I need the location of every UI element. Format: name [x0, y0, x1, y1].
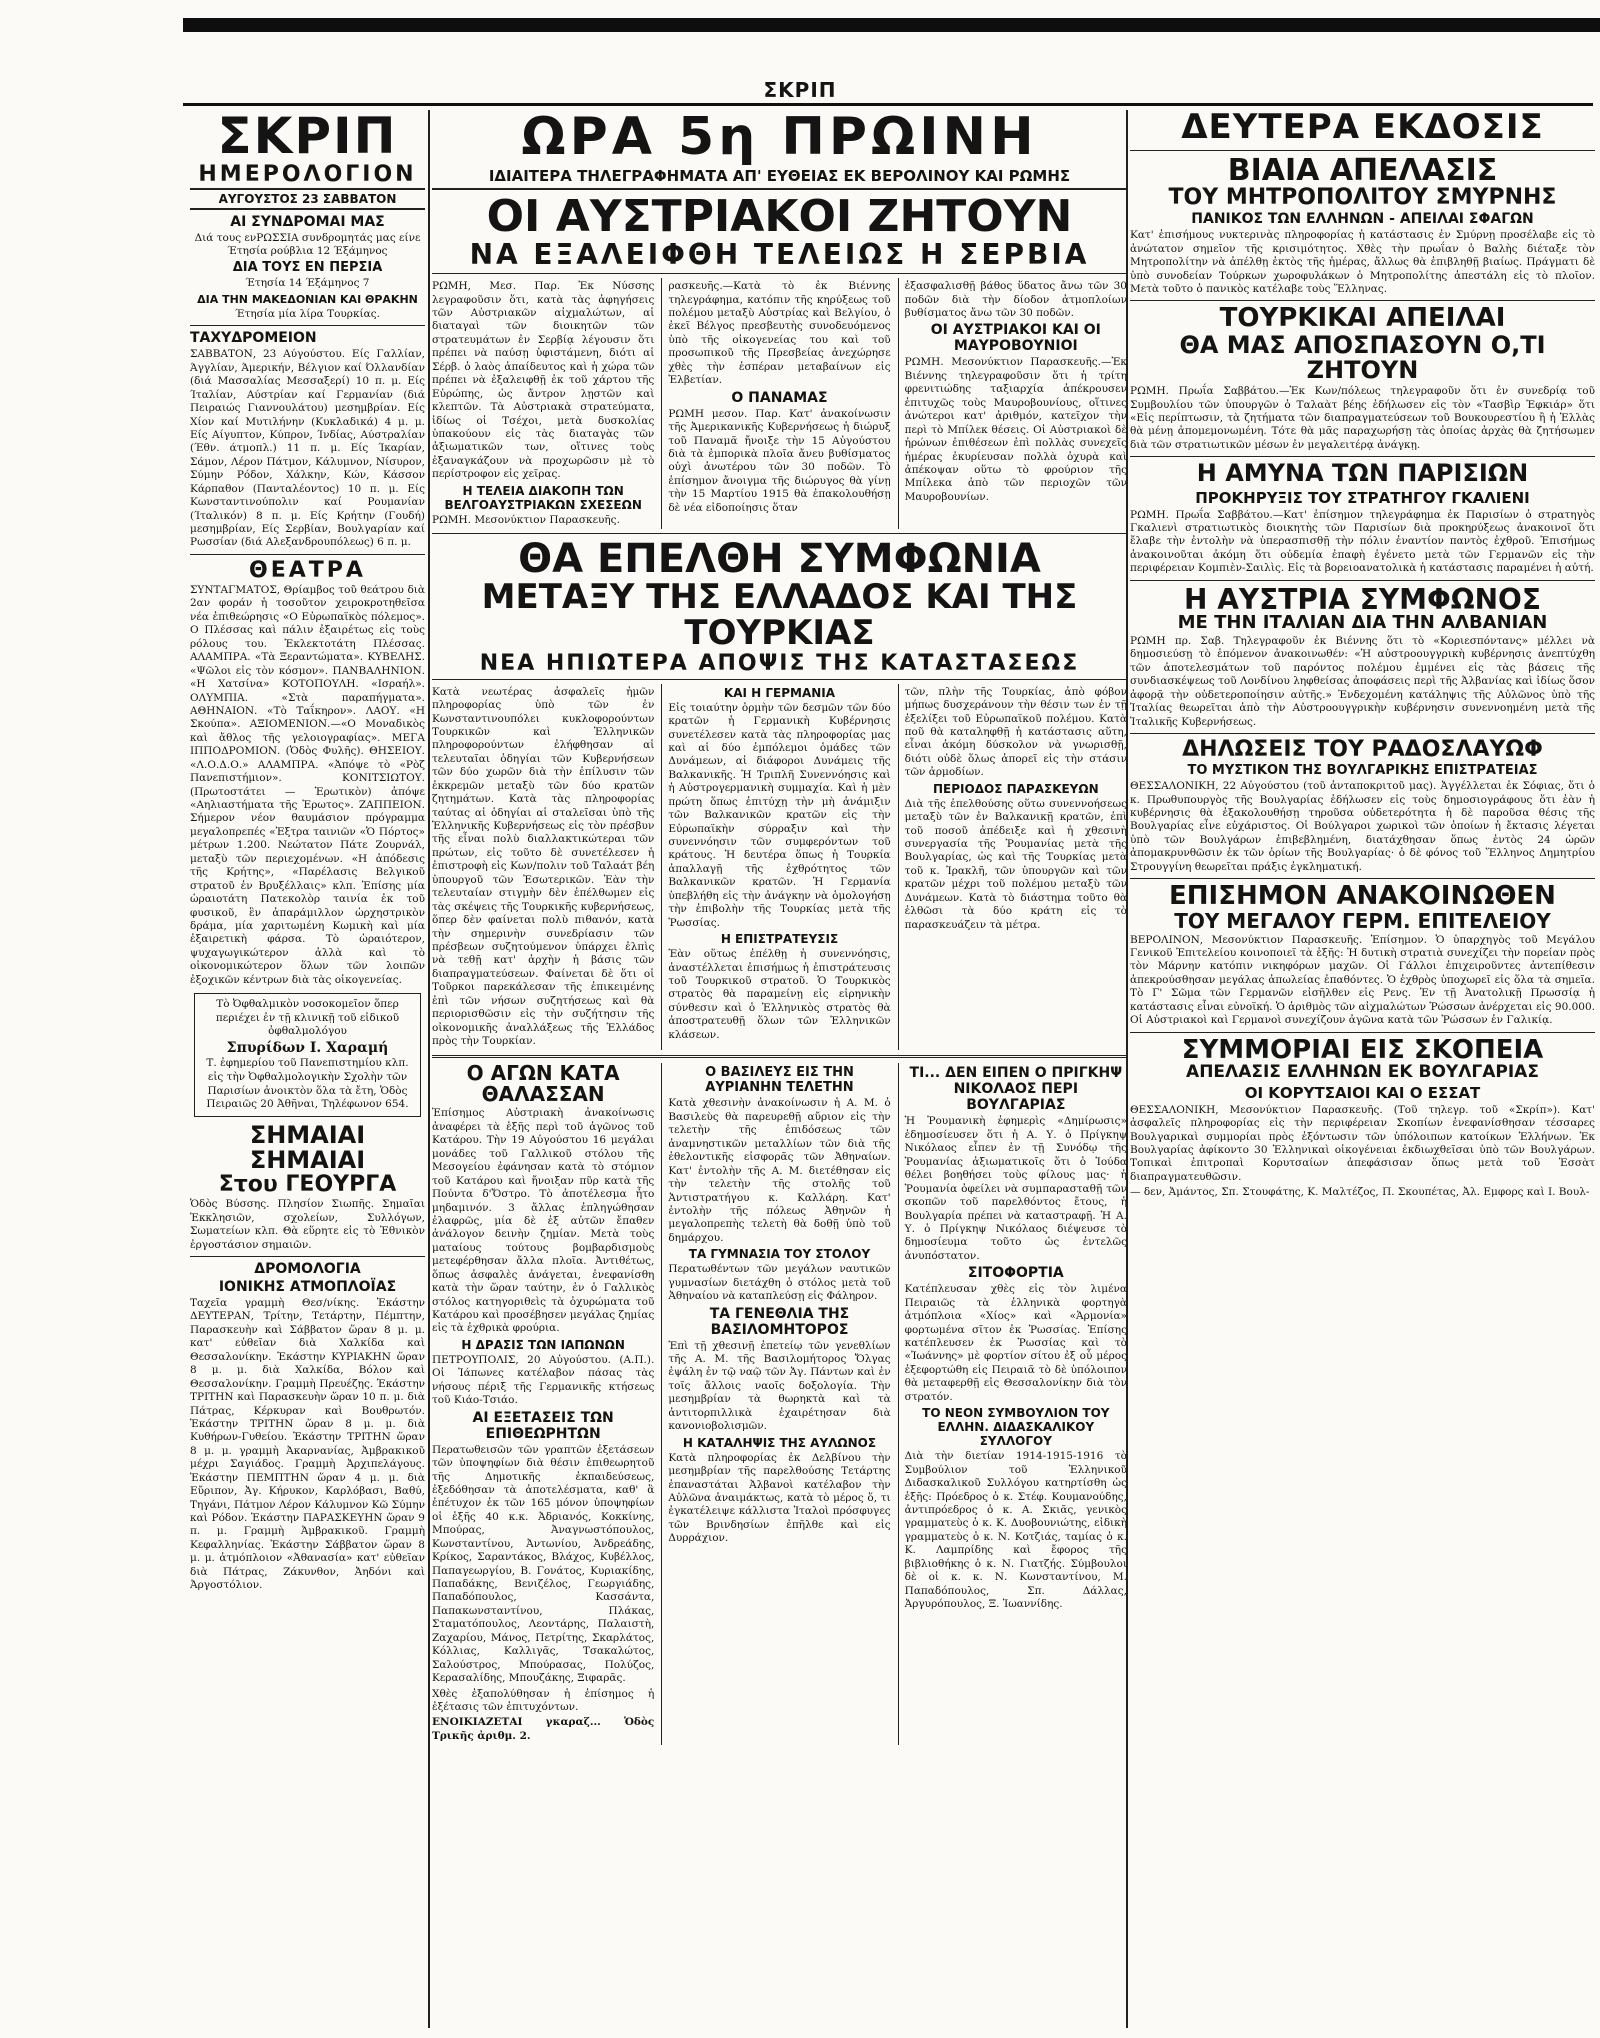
article-japanese-heading: Η ΔΡΑΣΙΣ ΤΩΝ ΙΑΠΩΝΩΝ	[461, 1337, 625, 1352]
skopje-gangs-headline: ΣΥΜΜΟΡΙΑΙ ΕΙΣ ΣΚΟΠΕΙΑ	[1181, 1034, 1544, 1065]
agreement-tagline: ΝΕΑ ΗΠΙΩΤΕΡΑ ΑΠΟΨΙΣ ΤΗΣ ΚΑΤΑΣΤΑΣΕΩΣ	[479, 650, 1080, 676]
austria-agrees-subheadline: ΜΕ ΤΗΝ ΙΤΑΛΙΑΝ ΔΙΑ ΤΗΝ ΑΛΒΑΝΙΑΝ	[1177, 612, 1548, 634]
article-belgian-lead: ΡΩΜΗ. Μεσονύκτιον Παρασκευῆς.	[432, 513, 620, 526]
post-text: ΣΑΒΒΑΤΟΝ, 23 Αύγούστου. Είς Γαλλίαν, Άγγλίαν, Άμερικήν, Βέλγιον καί Όλλανδίαν (διά Μασσαλίας Μεσσαξερί) 10 π. μ. Είς Ίταλίαν, Αύστρίαν καί Γερμανίαν (διά Πειραιώς Γιαννουλάτου) μεσημβρίαν. Είς Χίον καί Μυτιλήνην (Κυκλαδικά) 4 μ. μ. Είς Αίγυπτον, Κύπρον, Ίνδίας, Αύστραλίαν (Έθν. άτμοπλ.) 11 π. μ. Είς Ίκαρίαν, Σάμον, Λέρον Πάτμον, Κάλυμνον, Νίσυρον, Σύμην Ρόδον, Χάλκην, Κών, Κάσσον Κάρπαθον (Πανταλέοντος) 10 π. μ. Είς Κωνσταντινούπολιν καί Ρουμανίαν (Ίταλικόν) 8 π. μ. Είς Κρήτην (Γουδή) μεσημβρίαν, Είς Σερβίαν, Βουλγαρίαν καί Ρωσσίαν (διά Αλεξανδρουπόλεως) 6 π. μ.	[190, 348, 425, 549]
agreement-headline: ΘΑ ΕΠΕΛΘΗ ΣΥΜΦΩΝΙΑ	[518, 536, 1041, 583]
turkish-threats-subheadline: ΘΑ ΜΑΣ ΑΠΟΣΠΑΣΟΥΝ Ο,ΤΙ ΖΗΤΟΥΝ	[1179, 330, 1546, 384]
austrians-articles	[432, 278, 1127, 529]
article-prince-text: Ἡ Ῥουμανικὴ ἐφημερὶς «Δημίρωσις» ἐδημοσίευσεν ὅτι ἡ Α. Υ. ὁ Πρίγκηψ Νικόλαος εἶπεν ἐν τῇ Συνόδῳ τῆς Ῥουμανίας ἀξιωματικοῖς ὅτι ὁ Ἰούδα θέλει βοηθήσει τοὺς φίλους μας· ἡ Ῥουμανία ὀφείλει νὰ συμπαρασταθῇ τῶν σκοπῶν τοῦ παρελθόντος ἔτους, ἡ Βουλγαρία πρέπει νὰ καταστραφῇ. Ἡ Α. Υ. ὁ Πρίγκηψ Νικόλαος διέψευσε τὸ δημοσίευμα τοῦτο ὡς ἐντελῶς ἀνυπόστατον.	[904, 1115, 1127, 1262]
article-montenegro-heading: ΟΙ ΑΥΣΤΡΙΑΚΟΙ ΚΑΙ ΟΙ ΜΑΥΡΟΒΟΥΝΙΟΙ	[930, 322, 1101, 355]
article-germany	[661, 684, 890, 1051]
article-king-text: Κατὰ χθεσινὴν ἀνακοίνωσιν ἡ Α. Μ. ὁ Βασιλεὺς θὰ παρευρεθῇ αὔριον εἰς τὴν τελετὴν τῆς ἐπιδόσεως τῶν ἀναμνηστικῶν μεταλλίων τῶν διὰ τῆς ἐθελοντικῆς εἰσφορᾶς τῶν Ἀθηναίων. Κατ' ἐντολὴν τῆς Α. Μ. διετέθησαν εἰς τὴν τελετὴν τῆς στολῆς τοῦ Ἀντιστρατήγου κ. Καλλάρη. Κατ' ἐντολὴν τῆς πόλεως Ἀθηνῶν ἡ μεγαλοπρεπὴς τελετὴ θὰ δοθῇ ὑπὸ τοῦ δημάρχου.	[668, 1097, 891, 1244]
routes-text: Ταχεῖα γραμμὴ Θεσ/νίκης. Ἑκάστην ΔΕΥΤΕΡΑΝ, Τρίτην, Τετάρτην, Πέμπτην, Παρασκευὴν καὶ Σάββατον ὥραν 8 μ. μ. κατ' εὐθεῖαν διὰ Χαλκίδα καὶ Θεσσαλονίκην. Ἑκάστην ΚΥΡΙΑΚΗΝ ὥραν 8 μ. μ. διὰ Χαλκίδα, Βόλον καὶ Θεσσαλονίκην. Γραμμὴ Πρευέζης. Ἑκάστην ΤΡΙΤΗΝ καὶ Παρασκευὴν ὥραν 10 π. μ. διὰ Πάτρας, Κέρκυραν καὶ Βουθρωτόν. Ἑκάστην ΤΡΙΤΗΝ ὥραν 8 μ. μ. διὰ Κυθήρων-Γυθείου. Ἑκάστην ΤΡΙΤΗΝ ὥραν 8 μ. μ. γραμμὴ Ἀκαρνανίας, Ἀμβρακικοῦ μέχρι Σαγιάδος. Γραμμὴ Ἀρχιπελάγους. Ἑκάστην ΠΕΜΠΤΗΝ ὥραν 4 μ. μ. διὰ Εὔριπον, Ἀγ. Κήρυκον, Καρλόβασι, Βαθύ, Τηγάνι, Πάτμον Λέρον Κάλυμνον Κῶ Σύμην καὶ Ρόδον. Ἑκάστην ΠΑΡΑΣΚΕΥΗΝ ὥραν 9 π. μ. Γραμμὴ Ἀμβρακικοῦ. Γραμμὴ Κεφαλληνίας. Ἑκάστην Σάββατον ὥραν 8 μ. μ. ἀτμόπλοιον «Ἀθανασία» κατ' εὐθεῖαν διὰ Πάτρας, Ζάκυνθον, Ἀηδόνι καὶ Ἀργοστόλιον.	[190, 1297, 425, 1592]
article-germany-text: Εἰς τοιαύτην ὁρμὴν τῶν δεσμῶν τῶν δύο κρατῶν ἡ Γερμανικὴ Κυβέρνησις συνετέλεσεν κατὰ τὰς πληροφορίας μας καὶ αἱ δύο ἐμπόλεμοι ὁμάδες τῶν Δυνάμεων, αἱ διάφοροι Δυνάμεις τῆς Βαλκανικῆς. Ἡ Τριπλῆ Συνεννόησις καὶ ἡ Αὐστρογερμανικὴ συμμαχία. Καὶ ἡ μὲν πρώτη ὅπως ἐπιτύχῃ τὴν μὴ ἀνάμιξιν τῶν Βαλκανικῶν κρατῶν εἰς τὴν Εὐρωπαϊκὴν σύρραξιν καὶ τὴν συνεννόησιν τῶν συμφερόντων τοῦ κράτους. Ἡ δευτέρα ὅπως ἡ Τουρκία ἀπαλλαγῇ τῆς ἐχθρότητος τῶν Βαλκανικῶν κρατῶν. Ἡ Γερμανία ὑπεβλήθη εἰς τὴν ἀνάγκην νὰ ὁμολογήσῃ τὴν ἐπιβολὴν τῆς Τουρκίας μετὰ τῆς Ῥωσσίας.	[668, 701, 891, 929]
macedonia-text: Έτησία μία λίρα Τουρκίας.	[235, 307, 380, 320]
expulsion-subheadline: ΤΟΥ ΜΗΤΡΟΠΟΛΙΤΟΥ ΣΜΥΡΝΗΣ	[1168, 185, 1557, 211]
article-belgian-heading: Η ΤΕΛΕΙΑ ΔΙΑΚΟΠΗ ΤΩΝ ΒΕΛΓΟΑΥΣΤΡΙΑΚΩΝ ΣΧΕΣΕΩΝ	[444, 483, 642, 512]
expulsion-text: Κατ' ἐπισήμους νυκτερινὰς πληροφορίας ἡ κατάστασις ἐν Σμύρνῃ προσέλαβε εἰς τὸ ἀνώτατον σημεῖον τῆς κρισιμότητος. Χθὲς τὴν πρωΐαν ὁ Βαλὴς διέταξε τὸν Μητροπολίτην νὰ ἀπέλθῃ ἐκτὸς τῆς ἡμέρας, ἄλλως θὰ ἐπιβληθῇ βιαίως. Πράγματι δὲ ὑπὸ συνοδείαν Τούρκων χωροφυλάκων ὁ Μητροπολίτης ἀπεστάλη εἰς τὸ πλοῖον. Μετὰ τοῦτο ὁ πανικὸς κατέλαβε τοὺς Ἕλληνας.	[1130, 229, 1595, 296]
article-exams-text: Περατωθεισῶν τῶν γραπτῶν ἐξετάσεων τῶν ὑποψηφίων διὰ θέσιν ἐπιθεωρητοῦ τῆς Δημοτικῆς ἐκπαιδεύσεως, ἐξεδόθησαν τὰ ἀποτελέσματα, καθ' ἃ ἐπέτυχον ἐκ τῶν 165 μόνον ὑποψηφίων οἱ ἑξῆς 40 κ.κ. Ἀδριανός, Κοκκίνης, Μπούρας, Ἀναγνωστόπουλος, Κωνσταντίνου, Ἀντωνίου, Ἀνδρεάδης, Κρίκος, Σαραντάκος, Βλάχος, Κυβέλλος, Παπαγεωργίου, Β. Γονάτος, Κυριακίδης, Παπαδάκης, Βενιζέλος, Γεωργιάδης, Παπαδόπουλος, Κασσάντα, Παπακωνσταντίνου, Πλάκας, Σταματόπουλος, Λεοντάρης, Παλαιστὴ, Ζαχαρίου, Μάνος, Πετρίτης, Σκαρλάτος, Κόλλιας, Καλλιγᾶς, Τσακαλώτος, Σαλούστρος, Μπούρασας, Πολύζος, Κερασαλίδης, Μπουζάκης, Ξιφαρᾶς.	[432, 1443, 655, 1685]
article-mobilization-text: Ἐὰν οὕτως ἐπέλθῃ ἡ συνεννόησις, ἀναστέλλεται ἐπισήμως ἡ ἐπιστράτευσις τοῦ Τουρκικοῦ στρατοῦ. Ὁ Τουρκικὸς στρατὸς θὰ παραμείνῃ εἰς εἰρηνικὴν σύνθεσιν καὶ ὁ Ἑλληνικὸς στρατὸς θὰ ἀποστρατευθῇ ὅλων τῶν Ἑλληνικῶν κλάσεων.	[668, 948, 891, 1041]
article-agreement	[432, 684, 654, 1051]
article-sea-battle	[432, 1063, 654, 1745]
ophthalmic-ad	[194, 993, 421, 1117]
agreement-articles	[432, 684, 1127, 1051]
article-sea-battle-text: Ἐπίσημος Αὐστριακὴ ἀνακοίνωσις ἀναφέρει τὰ ἑξῆς περὶ τοῦ ἀγῶνος τοῦ Κατάρου. Τὴν 19 Αὐγούστου 16 μεγάλαι μονάδες τοῦ Γαλλικοῦ στόλου τῆς Μεσογείου ἐφάνησαν κατὰ τὸ στόμιον τοῦ Κατάρου καὶ ἤνοιξαν πῦρ κατὰ τῆς Πούντα δ'Ὄστρο. Τὸ ἀποτέλεσμα ἦτο μηδαμινόν. 3 ἄλλας ἐπληγώθησαν ἐλαφρῶς, μία δὲ ἐξ αὐτῶν ἔπαθεν ἀνάλογον δεινὴν ζημίαν. Μετὰ τοὺς ματαίους τούτους βομβαρδισμοὺς μετεφέρθησαν ἄλλα πλοῖα. Ἀντιθέτως, ὅπως ἀσφαλὲς ἀνάγεται, ἐνεφανίσθη κατὰ τὴν ὥραν ταύτην, ἐν ὁ Γαλλικὸς στόλος κατηγοριθεὶς τὰ ὀχυρώματα τοῦ Κατάρου καὶ προσέβησεν μεγάλας ζημίας εἰς τὰ ἐχθρικὰ φρούρια.	[432, 1107, 655, 1335]
column-divider	[428, 110, 430, 2028]
issue-date: ΑΥΓΟΥΣΤΟΣ 23 ΣΑΒΒΑΤΟΝ	[190, 188, 425, 210]
article-exams-heading: ΑΙ ΕΞΕΤΑΣΕΙΣ ΤΩΝ ΕΠΙΘΕΩΡΗΤΩΝ	[472, 1409, 614, 1442]
article-panama-text: ΡΩΜΗ μεσον. Παρ. Κατ' ἀνακοίνωσιν τῆς Ἀμερικανικῆς Κυβερνήσεως ἡ διώρυξ τοῦ Παναμᾶ ἤνοιξε τὴν 15 Αὐγούστου διὰ τὰ ἐμπορικὰ πλοῖα ἄνευ βυθίσματος οὐχὶ ἀνωτέρου τῶν 30 ποδῶν. Τὸ ἐπίσημον ἄνοιγμα τῆς διώρυγος θὰ γίνῃ τὴν 15 Μαρτίου 1915 θὰ ἐπακολουθήσῃ δὲ νέα εἰδοποίησις ὅταν	[668, 407, 891, 514]
article-council-text: Διὰ τὴν διετίαν 1914-1915-1916 τὸ Συμβούλιον τοῦ Ἑλληνικοῦ Διδασκαλικοῦ Συλλόγου κατηρτίσθη ὡς ἑξῆς: Πρόεδρος ὁ κ. Στέφ. Κουμανούδης, ἀντιπρόεδρος ὁ κ. Α. Σκιᾶς, γενικὸς γραμματεὺς ὁ κ. Κ. Δυοβουνιώτης, εἰδικὴ γραμματεὺς ὁ κ. Ν. Κοτζιάς, ταμίας ὁ κ. Κ. Λαμπρίδης καὶ ἔφορος τῆς βιβλιοθήκης ὁ κ. Ν. Γιατζής. Σύμβουλοι δὲ οἱ κ. κ. Ν. Κωνσταντίνου, Μ. Παπαδόπουλος, Σπ. Δάλλας, Ἀργυρόπουλος, Ξ. Ἰωαννίδης.	[904, 1450, 1127, 1611]
paris-defense-headline: Η ΑΜΥΝΑ ΤΩΝ ΠΑΡΙΣΙΩΝ	[1196, 459, 1529, 488]
article-preparations-text: Διὰ τῆς ἐπελθούσης οὕτω συνεννοήσεως μεταξὺ τῶν ἐν Βαλκανικῇ κρατῶν, ἐπὶ τοῦ ποσοῦ ἀπέδειξε καὶ ἡ χθεσινὴ συνεργασία τῆς Ῥουμανίας μετὰ τῆς Βουλγαρίας, ὡς καὶ τῆς Τουρκίας μετὰ τοῦ κ. Ἰρακλῆ, τῶν ὑπουργῶν καὶ τῶν κρατῶν μέχρι τοῦ πολέμου μεταξὺ τῶν Δυνάμεων. Κατὰ τὸ διάστημα τοῦτο θὰ ἐλθῶσι τὰ δύο κράτη εἰς τὸ παρασκευάζειν τὰ μέτρα.	[904, 797, 1127, 931]
austria-agrees-text: ΡΩΜΗ πρ. Σαβ. Τηλεγραφοῦν ἐκ Βιέννης ὅτι τὸ «Κοριεσπόντανς» μέλλει νὰ δημοσιεύσῃ τὸ ἑπόμενον ἀνακοινωθέν: «Ἡ αὐστροουγγρικὴ κυβέρνησις ἀνεπτύχθη τῶν ἀποτελεσμάτων τοῦ παρόντος πολέμου ἐμμένει εἰς τὰς βάσεις τῆς συνδιασκέψεως τοῦ Λονδίνου ληφθείσας ἀποφάσεις περὶ τῆς Ἀλβανίας καὶ ἰδίως ὅσον ἀφορᾷ τὴν οὐδετεροποίησιν αὐτῆς.» Ἐνδεχομένη κατάληψις τῆς Αὐλῶνος ὑπὸ τῆς Ἰταλίας θεωρεῖται ἀπὸ τὴν Αὐστροουγγρικὴν κυβέρνησιν συνεννοημένη μετὰ τῆς Ἰταλικῆς Κυβερνήσεως.	[1130, 634, 1595, 728]
main-headline: ΩΡΑ 5η ΠΡΩΙΝΗ	[521, 110, 1038, 167]
article-sea-battle-heading: Ο ΑΓΩΝ ΚΑΤΑ ΘΑΛΑΣΣΑΝ	[466, 1061, 620, 1107]
article-fleet-heading: ΤΑ ΓΥΜΝΑΣΙΑ ΤΟΥ ΣΤΟΛΟΥ	[688, 1247, 871, 1262]
expulsion-tagline: ΠΑΝΙΚΟΣ ΤΩΝ ΕΛΛΗΝΩΝ - ΑΠΕΙΛΑΙ ΣΦΑΓΩΝ	[1191, 211, 1534, 228]
ophthalmic-ad-intro: Τὸ Ὀφθαλμικὸν νοσοκομεῖον ὅπερ περιέχει ἐν τῇ κλινικῇ τοῦ εἰδικοῦ ὀφθαλμολόγου	[215, 998, 400, 1038]
top-black-bar	[183, 18, 1600, 32]
article-fleet-text: Περατωθέντων τῶν μεγάλων ναυτικῶν γυμνασίων διετάχθη ὁ στόλος μετὰ τοῦ Ἀθηναίου νὰ καταπλεύσῃ εἰς Φάληρον.	[668, 1263, 891, 1303]
article-germany-heading: ΚΑΙ Η ΓΕΡΜΑΝΙΑ	[723, 685, 836, 700]
paris-defense-text: ΡΩΜΗ. Πρωΐα Σαββάτου.—Κατ' ἐπίσημον τηλεγράφημα ἐκ Παρισίων ὁ στρατηγὸς Γκαλιενὶ στρατιωτικὸς διοικητὴς τῶν Παρισίων διὰ προκηρύξεως ἀνακοινοῖ ὅτι ἔλαβε τὴν ἐντολὴν νὰ ὑπερασπισθῇ τὴν πόλιν ἐναντίον παντὸς ἐχθροῦ. Ἐπισήμως ἀνακοινοῦται ἀκόμη ὅτι οὐδεμία ἐπαφὴ ἐγένετο μετὰ τῶν Γερμανῶν εἰς τὴν περιφέρειαν Κομπιὲν-Σαιλὶς. Εἰς τὰ βορειοανατολικὰ ἡ κατάστασις παραμένει ἡ αὐτή.	[1130, 508, 1595, 575]
subscriptions-text: Διά τους ενΡΩΣΣΙΑ συνδρομητάς μας είνε Έτησία ρούβλια 12 Έξάμηνος	[194, 231, 421, 258]
article-exams-foot: Χθὲς ἐξαπολύθησαν ἡ ἐπίσημος ἡ ἐξέτασις τῶν ἐπιτυχόντων.	[432, 1687, 655, 1713]
skopje-gangs-tagline: ΟΙ ΚΟΡΥΤΣΑΙΟΙ ΚΑΙ Ο ΕΣΣΑΤ	[1244, 1083, 1481, 1102]
right-column	[1130, 110, 1595, 2028]
rent-notice: ΕΝΟΙΚΙΑΖΕΤΑΙ γκαραζ... Ὁδὸς Τρικῆς ἀριθμ. 2.	[432, 1716, 655, 1742]
flags-text: Ὁδὸς Βύσσης. Πλησίον Σιωπῆς. Σημαῖαι Ἐκκλησιῶν, σχολείων, Συλλόγων, Σωματείων κλπ. Θὰ εὕρητε εἰς τὸ Ἐθνικὸν ἐργοστάσιον σημαιῶν.	[190, 1198, 425, 1251]
article-belgian-text: ρασκευῆς.—Κατὰ τὸ ἐκ Βιέννης τηλεγράφημα, κατόπιν τῆς κηρύξεως τοῦ πολέμου μεταξὺ Αὐστρίας καὶ Βελγίου, ὁ ἐκεῖ Βέλγος πρεσβευτὴς συνοδευόμενος ὑπὸ τῆς οἰκογενείας του καὶ τοῦ προσωπικοῦ τῆς Πρεσβείας ἀνεχώρησε χθὲς τὴν ἑσπέραν μεταβαίνων εἰς Ἑλβετίαν.	[668, 280, 891, 387]
masthead-title: ΣΚΡΙΠ	[763, 78, 837, 102]
calendar-heading: ΗΜΕΡΟΛΟΓΙΟΝ	[198, 161, 417, 187]
article-montenegro-text: ΡΩΜΗ. Μεσονύκτιον Παρασκευῆς.—Ἐκ Βιέννης τηλεγραφοῦσιν ὅτι ἡ τρίτη φρενιτιώδης ταξιαρχία ἀπέκρουσεν ἐπιτυχῶς τοὺς Μαυροβουνίους, οἵτινες ἀνώτεροι κατ' ἀριθμόν, κατεῖχον τὴν περὶ τὸ Μπίλεκ θέσεις. Οἱ Αὐστριακοὶ δὲ ἠρώνων ἐπιθέσεων ἐπὶ πολλὰς συνεχεῖς ἡμέρας ἐκυρίευσαν πολλὰ ὀχυρὰ καὶ ἀπέκοψαν οὕτω τὸ φρούριον τῆς Μπίλεκα ἀπὸ τῶν περιοχῶν τῶν Μαυροβουνίων.	[904, 356, 1127, 503]
masthead-rule	[183, 103, 1593, 106]
article-panama-heading: Ο ΠΑΝΑΜΑΣ	[731, 389, 828, 406]
article-king-heading: Ο ΒΑΣΙΛΕΥΣ ΕΙΣ ΤΗΝ ΑΥΡΙΑΝΗΝ ΤΕΛΕΤΗΝ	[705, 1065, 854, 1096]
article-avlona-text: Κατὰ πληροφορίας ἐκ Δελβίνου τὴν μεσημβρίαν τῆς παρελθούσης Τετάρτης ἐπαναστάται Ἀλβανοὶ κατέλαβον τὴν Αὐλῶνα ἀναιμάκτως, κατὰ τὸ μέρος ὅ, τι ἐγκατέλειψε κάλλιστα Ἰταλοὶ πρόσφυγες τῶν Βρινδησίων ἐπῆλθε καὶ εἰς Δυρράχιον.	[668, 1451, 891, 1545]
lower-articles	[432, 1063, 1127, 1745]
subscriptions-heading: ΑΙ ΣΥΝΔΡΟΜΑΙ ΜΑΣ	[230, 213, 385, 230]
article-grain-heading: ΣΙΤΟΦΟΡΤΙΑ	[967, 1265, 1064, 1282]
radoslavov-headline: ΔΗΛΩΣΕΙΣ ΤΟΥ ΡΑΔΟΣΛΑΥΩΦ	[1182, 737, 1543, 763]
article-avlona-heading: Η ΚΑΤΑΛΗΨΙΣ ΤΗΣ ΑΥΛΩΝΟΣ	[682, 1435, 877, 1450]
paris-defense-subheadline: ΠΡΟΚΗΡΥΞΙΣ ΤΟΥ ΣΤΡΑΤΗΓΟΥ ΓΚΑΛΙΕΝΙ	[1195, 488, 1530, 507]
flags-heading: ΣΗΜΑΙΑΙ ΣΗΜΑΙΑΙ	[249, 1120, 366, 1174]
second-edition-heading: ΔΕΥΤΕΡΑ ΕΚΔΟΣΙΣ	[1181, 110, 1544, 147]
turkish-threats-text: ΡΩΜΗ. Πρωΐα Σαββάτου.—Ἐκ Κων/πόλεως τηλεγραφοῦν ὅτι ἐν συνεδρίᾳ τοῦ Συμβουλίου τῶν ὑπουργῶν ὁ Ταλαὰτ βέης ἐδήλωσεν εἰς τὸν «Τασβὶρ Ἐφκιάρ» ὅτι «Εἰς περίπτωσιν, τὰ ζητήματα τῶν διαπραγματεύσεων τοῦ Βουκουρεστίου ἢ ἡ Ἑλλὰς θὰ μένῃ ἀπομεμονωμένη. Τότε θὰ μᾶς παραχωρήσῃ τὰς ὁποίας ἀρχὰς θὰ ζητήσωμεν διὰ τῶν στρατιωτικῶν μέσων ἐν μεγαλειτέρᾳ ἀνάγκῃ.	[1130, 385, 1595, 451]
article-panama-end: ἐξασφαλισθῇ βάθος ὕδατος ἄνω τῶν 30 ποδῶν διὰ τὴν δίοδον ἀτμοπλοίων βυθίσματος ἄνω τῶν 30 ποδῶν.	[904, 280, 1127, 320]
ophthalmic-ad-name: Σπυρίδων Ι. Χαραμή	[226, 1040, 389, 1057]
article-grain-text: Κατέπλευσαν χθὲς εἰς τὸν λιμένα Πειραιῶς τὰ ἑλληνικὰ φορτηγὰ ἀτμόπλοια «Χίος» καὶ «Ἁρμονία» φορτωμένα σῖτον ἐκ Ῥωσσίας. Ἐπίσης κατέπλευσεν ἐκ Ῥωσσίας καὶ τὸ «Ἰωάννης» μὲ φορτίον σίτου ἐξ οὗ μέρος ἐξεφορτώθη εἰς Πειραιᾶ τὸ δὲ ὑπόλοιπον θὰ μεταφερθῇ εἰς Θεσσαλονίκην διὰ τὸν στρατόν.	[904, 1283, 1127, 1403]
article-panama	[661, 278, 890, 529]
center-column	[432, 110, 1127, 2028]
skopje-gangs-subheadline: ΑΠΕΛΑΣΙΣ ΕΛΛΗΝΩΝ ΕΚ ΒΟΥΛΓΑΡΙΑΣ	[1186, 1061, 1539, 1082]
flags-subheading: Στου ΓΕΟΥΡΓΑ	[218, 1172, 397, 1198]
article-agreement-text: Κατὰ νεωτέρας ἀσφαλεῖς ἡμῶν πληροφορίας ὑπὸ τῶν ἐν Κωνσταντινουπόλει κυκλοφορούντων Τουρκικῶν καὶ Ἑλληνικῶν πληροφορούντων ἐλήφθησαν αἱ τελευταῖαι ὁδηγίαι τῶν Κυβερνήσεων τῶν δύο χωρῶν διὰ τὴν ἐπίλυσιν τῶν ἐκκρεμῶν μεταξὺ τῶν δύο κρατῶν ζητημάτων. Κατὰ τὰς πληροφορίας ταύτας αἱ ὁδηγίαι αἱ σταλεῖσαι ὑπὸ τῆς Ἑλληνικῆς Κυβερνήσεως εἰς τὸν πρέσβυν τῆς εἶναι πολὺ διαλλακτικώτεραι τῶν πρώτων, εἰς τοῦτο δὲ συνετέλεσεν ἡ ἐπιστροφὴ εἰς Κων/πολιν τοῦ Ταλαάτ βέη ὑπουργοῦ τῶν Ἐσωτερικῶν. Ἐὰν τὴν τελευταίαν στιγμὴν δὲν ἐπέλθωμεν εἰς τὰς σκέψεις τῆς Τουρκικῆς κυβερνήσεως, ὅπερ δὲν φαίνεται πολὺ πιθανόν, κατὰ τὴν σημερινὴν συνεδρίασιν τῶν πρέσβεων συζητούμενον ὑπάρχει ἐλπὶς νὰ τεθῇ κατ' ἀρχὴν ἡ βάσις τῶν διαπραγματεύσεων. Φαίνεται δὲ ὅτι οἱ Τοῦρκοι παρεκάλεσαν τῆς ἐπικειμένης ἐπὶ τῶν νήσων συζητήσεως καὶ θὰ περιορισθῶσιν εἰς τὴν συζήτησιν τῆς οἰκονομικῆς ἀναλλάξεως τῆς Ἑλλάδος πρὸς τὴν Τουρκίαν.	[432, 685, 655, 1048]
expulsion-headline: ΒΙΑΙΑ ΑΠΕΛΑΣΙΣ	[1227, 152, 1498, 188]
article-japanese-text: ΠΕΤΡΟΥΠΟΛΙΣ, 20 Αὐγούστου. (Α.Π.). Οἱ Ἰάπωνες κατέλαβον πάσας τὰς νήσους πέριξ τῆς Γερμανικῆς κτήσεως τοῦ Κιάο-Τσιάο.	[432, 1353, 655, 1407]
article-germany-end: τῶν, πλὴν τῆς Τουρκίας, ἀπὸ φόβον μήπως δυσχεράνουν τὴν θέσιν των ἐν τῇ ἐξελίξει τοῦ Εὐρωπαϊκοῦ πολέμου. Κατὰ ποῦ θὰ καταληφθῇ ἡ κατάστασις αὕτη, εἶναι ἀκόμη δύσκολον νὰ γνωρισθῇ, διότι οὐδὲ ὅλως ἀπορεῖ εἰς τὴν στάσιν τῶν ἀρμοδίων.	[904, 685, 1127, 779]
turkish-threats-headline: ΤΟΥΡΚΙΚΑΙ ΑΠΕΙΛΑΙ	[1219, 303, 1506, 334]
article-council-heading: ΤΟ ΝΕΟΝ ΣΥΜΒΟΥΛΙΟΝ ΤΟΥ ΕΛΛΗΝ. ΔΙΔΑΣΚΑΛΙΚΟΥ ΣΥΛΛΟΓΟΥ	[922, 1406, 1110, 1449]
article-preparations	[898, 684, 1127, 1051]
main-subline: ΙΔΙΑΙΤΕΡΑ ΤΗΛΕΓΡΑΦΗΜΑΤΑ ΑΠ' ΕΥΘΕΙΑΣ ΕΚ ΒΕΡΟΛΙΝΟΥ ΚΑΙ ΡΩΜΗΣ	[432, 167, 1127, 190]
official-statement-text: ΒΕΡΟΛΙΝΟΝ, Μεσονύκτιον Παρασκευῆς. Ἐπίσημον. Ὁ ὑπαρχηγὸς τοῦ Μεγάλου Γενικοῦ Ἐπιτελείου κοινοποιεῖ τὰ ἑξῆς: Ἡ δυτικὴ στρατιὰ συνεχίζει τὴν πορείαν πρὸς τὸν Μάρνην κατόπιν νικηφόρων μαχῶν. Οἱ Γάλλοι ἐπιχειροῦντες ἀντεπίθεσιν ἀπεκρούσθησαν μεγάλας ἀπωλείας ἐπαθόντες. Ὁ ἐχθρὸς ὑποχωρεῖ εἰς ὅλα τὰ σημεῖα. Τὸ Γ' Σῶμα τῶν Γερμανῶν εἰσῆλθεν εἰς Ρενς. Ἐν τῇ Ἀνατολικῇ Πρωσσίᾳ ἡ κατάστασις εἶναι εὐνοϊκή. Ὁ ἀριθμὸς τῶν αἰχμαλώτων Ῥώσσων ἀνέρχεται εἰς 90.000. Οἱ Αὐστριακοὶ καὶ Γερμανοὶ συνεχίζουν ἀγῶνα κατὰ τῶν Ῥώσσων ἐν Γαλικίᾳ.	[1130, 933, 1595, 1027]
article-mobilization-heading: Η ΕΠΙΣΤΡΑΤΕΥΣΙΣ	[720, 932, 839, 947]
routes-heading: ΔΡΟΜΟΛΟΓΙΑ	[254, 1261, 361, 1278]
article-preparations-heading: ΠΕΡΙΟΔΟΣ ΠΑΡΑΣΚΕΥΩΝ	[933, 781, 1099, 796]
persia-text: Έτησία 14 Έξάμηνος 7	[245, 277, 370, 290]
radoslavov-text: ΘΕΣΣΑΛΟΝΙΚΗ, 22 Αὐγούστου (τοῦ ἀνταποκριτοῦ μας). Ἀγγέλλεται ἐκ Σόφιας, ὅτι ὁ κ. Πρωθυπουργὸς τῆς Βουλγαρίας ἐδήλωσεν εἰς τοὺς δημοσιογράφους ὅτι ἐὰν ἡ κυβέρνησις θὰ ἐξακολουθήσῃ τηροῦσα οὐδετερότητα ἡ δὲ παροῦσα θέσις τῆς Βουλγαρίας εἶνε εὐχάριστος. Οἱ Βούλγαροι χωρικοὶ τῶν ὁποίων ἡ ἔκτασις λέγεται ὑπὸ τῶν Βουλγάρων ἐπιβεβλημένη, διατάχθησαν ὅπως ἐντὸς 24 ὡρῶν ἀπομακρυνθῶσιν ἐκ τῶν ὁρίων τῆς Βουλγαρίας· ὁ δὲ φόνος τοῦ Ἕλληνος Δημητρίου Στρουγγίνη θεωρεῖται πράξις ἐγκληματική.	[1130, 780, 1595, 873]
post-heading: ΤΑΧΥΔΡΟΜΕΙΟΝ	[190, 330, 317, 347]
theatre-text: ΣΥΝΤΑΓΜΑΤΟΣ, Θρίαμβος τοῦ θεάτρου διὰ 2αν φοράν ἡ τοσοῦτον χειροκροτηθεῖσα νέα ἐπιθεώρησις «Ο Εὐρωπαϊκὸς πόλεμος». Ο Πλέσσας καὶ πάλιν ἐξαιρέτως εἰς τοὺς ρόλους του. Ἐκλεκτοτάτη Πλέσσας. ΑΛΑΜΠΡΑ. «Τὰ Ξεραντώματα». ΚΥΒΕΛΗΣ. «Ψῶλοι εἰς τὸν κόσμον». ΠΑΝΒΑΛΗΝΙΟΝ. «Η Χατσίνα» ΚΟΤΟΠΟΥΛΗ. «Ισραήλ». ΟΛΥΜΠΙΑ. «Στὰ παραπήγματα». ΑΘΗΝΑΙΟΝ. «Τὸ Ταΐκηρον». ΛΑΟΥ. «Η Σκούπα». ΑΞΙΟΜΕΝΙΟΝ.—«Ο Μοναδικὸς καὶ ἄθλος τῆς γελοιογραφίας». ΜΕΓΑ ΙΠΠΟΔΡΟΜΙΟΝ. (Ὁδὸς Φυλῆς). ΘΗΣΕΙΟΥ. «Λ.Ο.Δ.Ο.» ΑΛΑΜΠΡΑ. «Ἀπόψε τὸ «Ρὸζ Πανεπιστήμιον». ΚΟΝΙΤΣΙΩΤΟΥ. (Πρωτοστάτει — Ἑρωτικὸν) ἀπόψε «Αηλιαστήματα τῆς Ἑρωτος». ΖΑΠΠΕΙΟΝ. Σήμερον νέον θαυμάσιον πρόγραμμα μεγαλοπρεπές «Ἐξτρα ταινιῶν «Ὁ Πόρτος» μέτρων 1.200. Νεώτατον Πάτε Ζουρνάλ, μεταξὺ τῶν περιεχομένων. «Η ἀπόδεσις τῆς Κρήτης», «Παρέλασις Βελγικοῦ στρατοῦ ἐν Βρυξέλλαις» κλπ. Ἐπίσης μία ὡραιοτάτη Πατεκολὸρ ταινία ἐκ τοῦ φυσικοῦ, ἓν ἀπαράμιλλον ὠρχηστρικὸν δράμα, μία χαριτωμένη Κωμικὴ καὶ μία ἐξαιρετικὴ φάρσα. Τὸ ὡραιότερον, ψυχαγωγικώτερον ἀλλὰ καὶ τὸ οἰκονομικώτερον ὅλων τῶν λοιπῶν ἐξοχικῶν κέντρων διὰ τὰς οἰκογενείας.	[190, 584, 425, 986]
skopje-gangs-text: ΘΕΣΣΑΛΟΝΙΚΗ, Μεσονύκτιον Παρασκευῆς. (Τοῦ τηλεγρ. τοῦ «Σκρίπ»). Κατ' ἀσφαλεῖς πληροφορίας εἰς τὴν περιφέρειαν Σκοπίων ἐνεφανίσθησαν τέσσαρες Βουλγαρικαὶ συμμορίαι πρὸς ἐξόντωσιν τῶν ὑπόλοιπων κατοίκων Ἑλλήνων. Ἐκ Βουλγαρίας ἀφίκοντο 30 Ἑλληνικαὶ οἰκογένειαι ἐκδιωχθεῖσαι ὑπὸ τῶν Βουλγάρων. Τοπικαὶ ἐπιτροπαὶ Κορυτσαίων ἀπεφάσισαν ὅπως μετὰ τοῦ Ἐσσὰτ διαπραγματευθῶσιν.	[1130, 1103, 1595, 1183]
article-montenegro	[898, 278, 1127, 529]
theatre-heading: ΘΕΑΤΡΑ	[249, 557, 366, 583]
article-prince	[898, 1063, 1127, 1745]
article-birthday-heading: ΤΑ ΓΕΝΕΘΛΙΑ ΤΗΣ ΒΑΣΙΛΟΜΗΤΟΡΟΣ	[709, 1305, 850, 1338]
austria-agrees-headline: Η ΑΥΣΤΡΙΑ ΣΥΜΦΩΝΟΣ	[1184, 582, 1541, 616]
signatories-line: — δεν, Ἀμάντος, Σπ. Στουφάτης, Κ. Μαλτέζος, Π. Σκουπέτας, Ἀλ. Εμφορς καὶ Ι. Βουλ-	[1130, 1186, 1590, 1199]
routes-subheading: ΙΟΝΙΚΗΣ ΑΤΜΟΠΛΟΪΑΣ	[218, 1279, 397, 1296]
radoslavov-subheadline: ΤΟ ΜΥΣΤΙΚΟΝ ΤΗΣ ΒΟΥΛΓΑΡΙΚΗΣ ΕΠΙΣΤΡΑΤΕΙΑΣ	[1187, 763, 1538, 779]
left-column	[190, 110, 425, 2028]
austrians-headline: ΟΙ ΑΥΣΤΡΙΑΚΟΙ ΖΗΤΟΥΝ	[486, 190, 1073, 242]
ophthalmic-ad-text: Τ. ἐφημερίου τοῦ Πανεπιστημίου κλπ. εἰς τὴν Ὀφθαλμολογικὴν Σχολὴν τῶν Παρισίων ἀνοικτὸν ὅλα τὰ ἔτη, Ὁδὸς Πειραιῶς 20 Ἀθῆναι, Τηλέφωνον 654.	[206, 1057, 409, 1111]
official-statement-headline: ΕΠΙΣΗΜΟΝ ΑΝΑΚΟΙΝΩΘΕΝ	[1169, 881, 1556, 912]
article-serbia	[432, 278, 654, 529]
article-prince-heading: ΤΙ... ΔΕΝ ΕΙΠΕΝ Ο ΠΡΙΓΚΗΨ ΝΙΚΟΛΑΟΣ ΠΕΡΙ ΒΟΥΛΓΑΡΙΑΣ	[909, 1065, 1123, 1114]
article-king	[661, 1063, 890, 1745]
austrians-subheadline: ΝΑ ΕΞΑΛΕΙΦΘΗ ΤΕΛΕΙΩΣ Η ΣΕΡΒΙΑ	[469, 237, 1090, 271]
paper-title: ΣΚΡΙΠ	[217, 110, 398, 165]
persia-heading: ΔΙΑ ΤΟΥΣ ΕΝ ΠΕΡΣΙΑ	[232, 260, 383, 276]
agreement-subheadline: ΜΕΤΑΞΥ ΤΗΣ ΕΛΛΑΔΟΣ ΚΑΙ ΤΗΣ ΤΟΥΡΚΙΑΣ	[481, 577, 1078, 653]
official-statement-subheadline: ΤΟΥ ΜΕΓΑΛΟΥ ΓΕΡΜ. ΕΠΙΤΕΛΕΙΟΥ	[1174, 908, 1551, 933]
article-serbia-text: ΡΩΜΗ, Μεσ. Παρ. Ἐκ Νύσσης λεγραφοῦσιν ὅτι, κατὰ τὰς ἀφηγήσεις τῶν Αὐστριακῶν αἰχμαλώτων, αἱ διαταγαὶ τῶν διοικητῶν τῶν στρατευμάτων ἐν Σερβίᾳ λέγουσιν ὅτι πρέπει νὰ παύσῃ ὑφιστάμενη, διότι αἱ Σέρβ. ὁ λαὸς ἀπαίδευτος καὶ ἡ χώρα τῶν πρέπει νὰ ἐξαλειφθῇ ἐκ τοῦ χάρτου τῆς Εὐρώπης, ὡς ἄντρον λῃστῶν καὶ κλεπτῶν. Τὰ Αὐστριακὰ στρατεύματα, ἰδίως οἱ Τσέχοι, μετὰ δυσκολίας ὑπακούουν εἰς τὰς διαταγὰς τῶν ἀξιωματικῶν των, οἵτινες τοὺς ἐξαναγκάζουν νὰ προχωρῶσιν μὲ τὸ περίστροφον εἰς χεῖρας.	[432, 280, 655, 481]
macedonia-heading: ΔΙΑ ΤΗΝ ΜΑΚΕΔΟΝΙΑΝ ΚΑΙ ΘΡΑΚΗΝ	[197, 292, 418, 306]
article-birthday-text: Ἐπὶ τῇ χθεσινῇ ἐπετείῳ τῶν γενεθλίων τῆς Α. Μ. τῆς Βασιλομήτορος Ὄλγας ἐψάλη ἐν τῷ ναῷ τῶν Ἀγ. Πάντων καὶ ἐν τοῖς ἄλλοις ναοῖς δοξολογία. Τὴν μεσημβρίαν τὰ θωρηκτὰ καὶ τὰ ἀντιτορπιλλικὰ ἐχαιρέτησαν διὰ κανονιοβολισμῶν.	[668, 1339, 891, 1433]
